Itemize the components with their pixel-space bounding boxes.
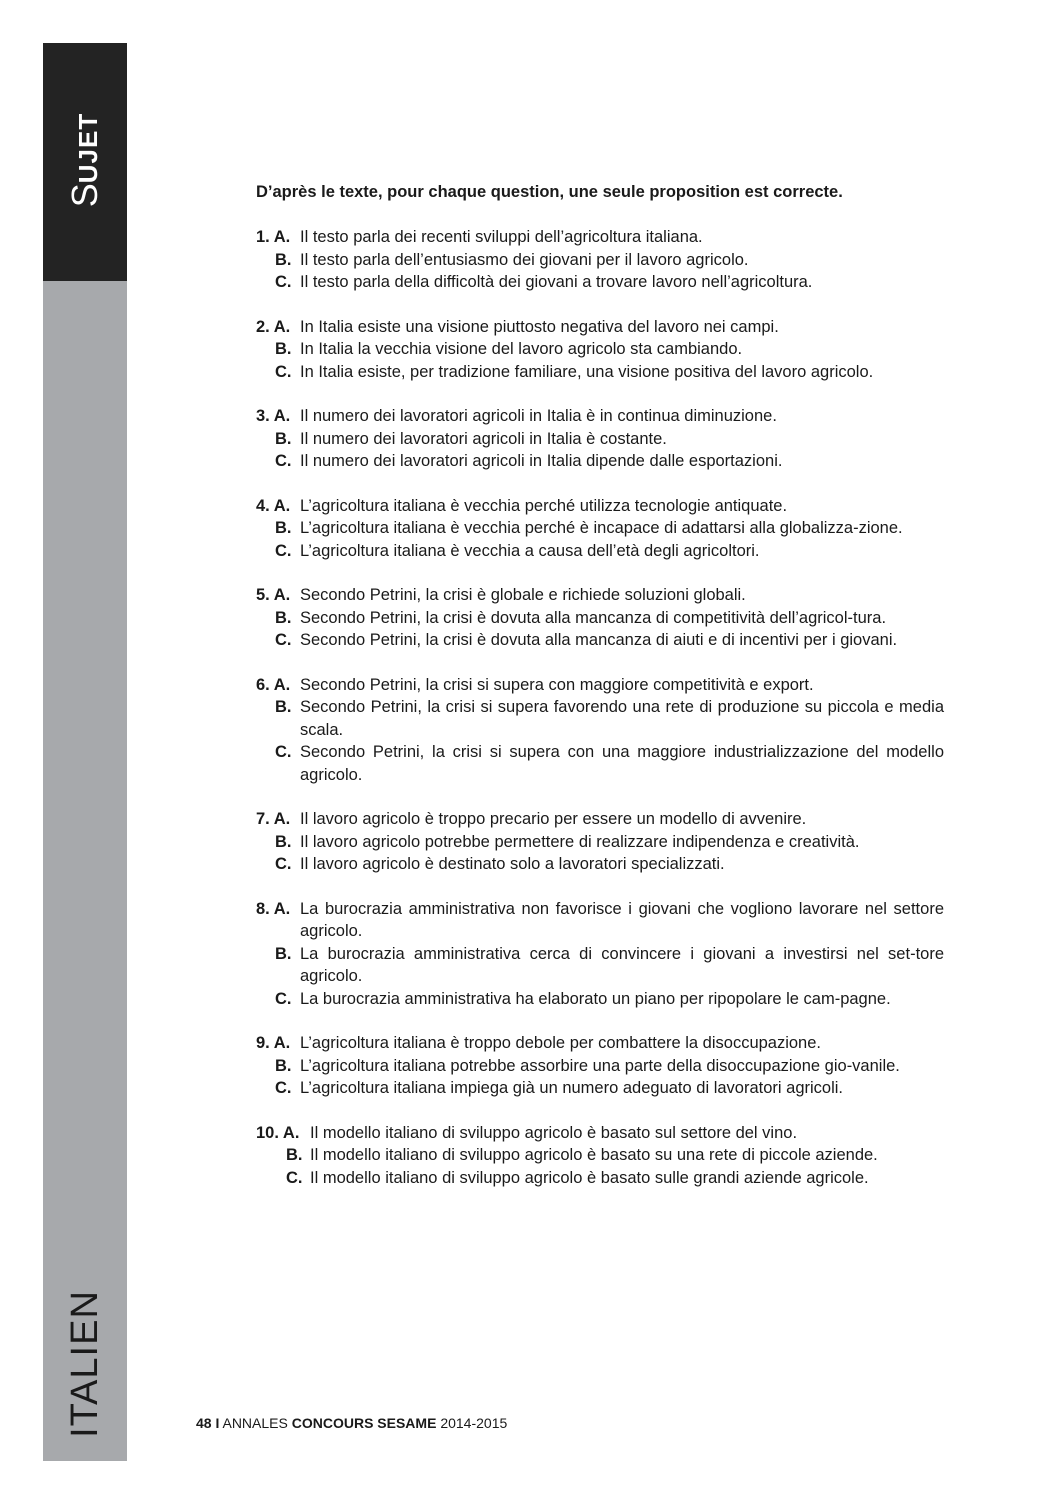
option-text: Secondo Petrini, la crisi si supera con maggiore competitività e export. xyxy=(300,675,814,694)
option-label: C. xyxy=(275,362,292,381)
question-8 xyxy=(256,898,944,1011)
option xyxy=(256,898,944,943)
option-text: Il numero dei lavoratori agricoli in Italia è costante. xyxy=(300,429,667,448)
question-3 xyxy=(256,405,944,473)
option-text: La burocrazia amministrativa ha elaborato un piano per ripopolare le cam-pagne. xyxy=(300,989,891,1008)
sidebar-subject-band xyxy=(43,281,127,1461)
option-label: C. xyxy=(275,273,292,291)
subject-label: ITALIEN xyxy=(64,1290,106,1438)
option-text: L’agricoltura italiana è vecchia perché è incapace di adattarsi alla globalizza-zione. xyxy=(300,519,903,537)
option-text: L’agricoltura italiana impiega già un numero adeguato di lavoratori agricoli. xyxy=(300,1079,843,1097)
option-text: L’agricoltura italiana è troppo debole per combattere la disoccupazione. xyxy=(300,1034,821,1052)
option-text: Secondo Petrini, la crisi è dovuta alla mancanza di competitività dell’agricol-tura. xyxy=(300,608,887,627)
option-text: Secondo Petrini, la crisi si supera favorendo una rete di produzione su piccola e media scala. xyxy=(300,698,944,739)
question-5 xyxy=(256,584,944,652)
option xyxy=(256,226,944,249)
option-text: L’agricoltura italiana è vecchia a causa dell’età degli agricoltori. xyxy=(300,541,760,560)
option-label: B. xyxy=(275,1056,292,1075)
option xyxy=(256,540,944,563)
option-text: Secondo Petrini, la crisi è globale e richiede soluzioni globali. xyxy=(300,586,746,604)
option xyxy=(256,1167,944,1190)
option-label: B. xyxy=(275,250,292,269)
option-text: Il lavoro agricolo potrebbe permettere di realizzare indipendenza e creatività. xyxy=(300,832,860,851)
option xyxy=(256,988,944,1011)
option-label: B. xyxy=(275,608,292,627)
option-text: In Italia la vecchia visione del lavoro agricolo sta cambiando. xyxy=(300,340,743,358)
option-text: Il testo parla dell’entusiasmo dei giovani per il lavoro agricolo. xyxy=(300,250,749,269)
question-2 xyxy=(256,316,944,384)
option-text: Secondo Petrini, la crisi è dovuta alla mancanza di aiuti e di incentivi per i giovani. xyxy=(300,631,898,649)
option xyxy=(256,517,944,540)
option xyxy=(256,741,944,786)
option-label: 9. A. xyxy=(256,1034,291,1052)
footer-separator: I xyxy=(215,1415,220,1431)
option xyxy=(256,405,944,428)
section-label-rest: UJET xyxy=(73,112,103,184)
option-label: 1. A. xyxy=(256,228,291,246)
option-label: 7. A. xyxy=(256,810,291,828)
option xyxy=(256,428,944,451)
option xyxy=(256,1122,944,1145)
question-7 xyxy=(256,808,944,876)
option-label: C. xyxy=(275,452,292,470)
option xyxy=(256,249,944,272)
instruction-heading: D’après le texte, pour chaque question, une seule proposition est correcte. xyxy=(256,183,843,201)
page-number: 48 xyxy=(196,1415,212,1431)
option-label: 8. A. xyxy=(256,899,291,918)
option xyxy=(256,696,944,741)
option-label: 5. A. xyxy=(256,586,291,604)
page-footer xyxy=(196,1414,507,1432)
option-label: B. xyxy=(275,832,292,851)
option-label: B. xyxy=(275,944,292,963)
option-text: Il modello italiano di sviluppo agricolo è basato sulle grandi aziende agricole. xyxy=(310,1168,869,1187)
option-text: Secondo Petrini, la crisi si supera con una maggiore industrializzazione del modello agricolo. xyxy=(300,743,944,784)
option-text: La burocrazia amministrativa non favorisce i giovani che vogliono lavorare nel settore agricolo. xyxy=(300,899,944,940)
option-label: 10. A. xyxy=(256,1123,300,1142)
option-text: Il testo parla della difficoltà dei giovani a trovare lavoro nell’agricoltura. xyxy=(300,273,813,291)
option-text: In Italia esiste una visione piuttosto negativa del lavoro nei campi. xyxy=(300,317,779,336)
option xyxy=(256,1077,944,1100)
option-label: C. xyxy=(275,989,292,1008)
option-label: 4. A. xyxy=(256,496,291,515)
option-text: Il numero dei lavoratori agricoli in Italia dipende dalle esportazioni. xyxy=(300,452,783,470)
option xyxy=(256,831,944,854)
option-label: 3. A. xyxy=(256,407,291,425)
option xyxy=(256,1055,944,1078)
option-label: B. xyxy=(275,429,292,448)
option-label: C. xyxy=(275,631,292,649)
section-label-first-letter: S xyxy=(64,183,105,208)
question-6 xyxy=(256,674,944,787)
option xyxy=(256,271,944,294)
option xyxy=(256,674,944,697)
option-text: La burocrazia amministrativa cerca di convincere i giovani a investirsi nel set-tore agricolo. xyxy=(300,944,944,985)
option xyxy=(256,943,944,988)
option xyxy=(256,1032,944,1055)
option xyxy=(256,361,944,384)
option xyxy=(256,316,944,339)
option-text: Il lavoro agricolo è destinato solo a lavoratori specializzati. xyxy=(300,855,725,873)
option-label: C. xyxy=(275,1079,292,1097)
option-label: C. xyxy=(275,855,292,873)
footer-label: ANNALES xyxy=(222,1415,288,1431)
option xyxy=(256,584,944,607)
question-9 xyxy=(256,1032,944,1100)
option xyxy=(256,607,944,630)
option-label: C. xyxy=(275,541,292,560)
option xyxy=(256,1144,944,1167)
option-text: In Italia esiste, per tradizione familiare, una visione positiva del lavoro agricolo. xyxy=(300,362,874,381)
option xyxy=(256,338,944,361)
option-text: Il testo parla dei recenti sviluppi dell’agricoltura italiana. xyxy=(300,228,703,246)
option-label: C. xyxy=(286,1168,303,1187)
option xyxy=(256,450,944,473)
question-10 xyxy=(256,1122,944,1190)
question-4 xyxy=(256,495,944,563)
option-text: Il lavoro agricolo è troppo precario per essere un modello di avvenire. xyxy=(300,810,807,828)
option-text: Il numero dei lavoratori agricoli in Italia è in continua diminuzione. xyxy=(300,407,777,425)
section-label xyxy=(64,112,105,208)
option-label: B. xyxy=(275,698,292,716)
option xyxy=(256,629,944,652)
option-label: B. xyxy=(275,340,292,358)
option xyxy=(256,808,944,831)
option-label: B. xyxy=(286,1146,303,1164)
option-label: 2. A. xyxy=(256,317,291,336)
question-list xyxy=(256,226,944,1211)
footer-title: CONCOURS SESAME xyxy=(291,1415,437,1431)
option-label: B. xyxy=(275,519,292,537)
question-1 xyxy=(256,226,944,294)
option xyxy=(256,495,944,518)
option-label: 6. A. xyxy=(256,675,291,694)
option xyxy=(256,853,944,876)
option-text: Il modello italiano di sviluppo agricolo è basato su una rete di piccole aziende. xyxy=(310,1146,878,1164)
option-text: Il modello italiano di sviluppo agricolo è basato sul settore del vino. xyxy=(310,1123,798,1142)
option-text: L’agricoltura italiana potrebbe assorbire una parte della disoccupazione gio-vanile. xyxy=(300,1056,900,1075)
footer-years: 2014-2015 xyxy=(440,1415,508,1431)
option-text: L’agricoltura italiana è vecchia perché utilizza tecnologie antiquate. xyxy=(300,496,788,515)
option-label: C. xyxy=(275,743,292,761)
